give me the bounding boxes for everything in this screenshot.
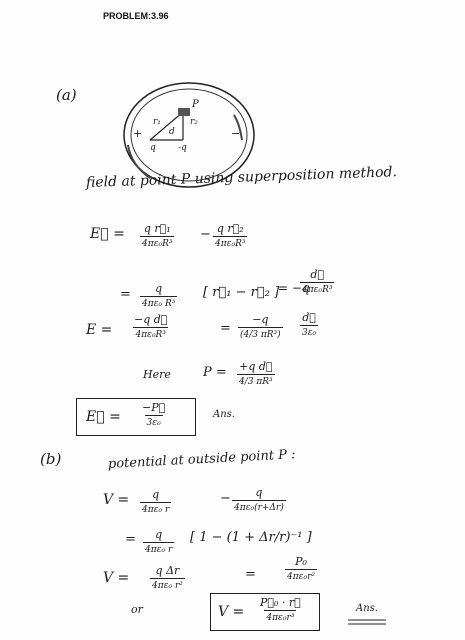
e-term2-den: 4πε₀R³	[213, 236, 247, 249]
l3b-num: −q	[252, 313, 269, 326]
minus-sign: −	[231, 127, 241, 140]
v2-den: 4πε₀(r+Δr)	[232, 500, 286, 513]
problem-title: PROBLEM:3.96	[103, 11, 169, 21]
v1-num: q	[152, 488, 160, 501]
e-vector-lhs: E⃗ =	[90, 226, 125, 242]
l2-num: q	[155, 282, 163, 295]
e-term1-den: 4πε₀R³	[140, 236, 174, 249]
boxed-v-lhs: V =	[218, 604, 245, 620]
p-den: 4/3 πR³	[237, 374, 275, 387]
v-lhs-1: V =	[103, 492, 130, 508]
boxed-e-den: 3ε₀	[145, 415, 163, 428]
plus-sign: +	[133, 127, 143, 140]
minus-sign-2: −	[220, 491, 231, 506]
v3-den: 4πε₀ r	[143, 542, 174, 555]
l3-den: 4πε₀R³	[133, 327, 167, 340]
l3c-num: d⃗	[302, 311, 316, 324]
minus-sign-1: −	[200, 227, 211, 242]
answer-label-b: Ans.	[356, 603, 378, 614]
l2-rhs-num: d⃗	[310, 268, 325, 281]
p-num: +q d⃗	[239, 360, 273, 373]
part-b-heading: potential at outside point P :	[107, 447, 296, 472]
boxed-e-num: −P⃗	[142, 401, 166, 414]
v-lhs-2: V =	[103, 570, 130, 586]
l3b-den: (4/3 πR³)	[238, 327, 283, 340]
v1-den: 4πε₀ r	[140, 502, 171, 515]
v3-bracket: [ 1 − (1 + Δr/r)⁻¹ ]	[190, 530, 312, 545]
l3c-den: 3ε₀	[300, 325, 318, 338]
part-b-label: (b)	[40, 450, 62, 468]
part-a-label: (a)	[56, 86, 77, 104]
l2-rhs-den: 4πε₀R³	[300, 282, 334, 295]
equals-sign-4: =	[245, 567, 256, 582]
v5-num: P₀	[295, 555, 307, 568]
label-q-minus: -q	[178, 143, 187, 153]
here-label: Here	[143, 368, 171, 381]
boxed-v-den: 4πε₀r³	[264, 610, 296, 623]
p-lhs: P =	[203, 365, 227, 380]
label-r1: r₁	[153, 117, 161, 127]
l2-bracket: [ r⃗₁ − r⃗₂ ]	[203, 285, 280, 300]
answer-label-a: Ans.	[213, 409, 235, 420]
l2-den: 4πε₀ R³	[140, 296, 177, 309]
boxed-v-num: P⃗₀ · r⃗	[260, 596, 301, 609]
equals-sign-1: =	[120, 287, 131, 302]
label-d: d	[169, 127, 175, 137]
part-a-heading: field at point P using superposition method.	[85, 164, 398, 191]
e-term2-num: q r⃗₂	[216, 222, 244, 235]
v5-den: 4πε₀r²	[285, 569, 317, 582]
e-term1-num: q r⃗₁	[143, 222, 171, 235]
boxed-e-lhs: E⃗ =	[86, 409, 121, 425]
e-scalar-lhs: E =	[86, 322, 113, 338]
label-q-plus: q	[150, 143, 156, 153]
or-label: or	[131, 603, 143, 616]
label-p: P	[192, 99, 199, 110]
v4-den: 4πε₀ r²	[150, 578, 185, 591]
label-r2: r₂	[190, 117, 198, 127]
v2-num: q	[255, 486, 263, 499]
equals-sign-2: =	[220, 321, 231, 336]
l3-num: −q d⃗	[134, 313, 168, 326]
equals-sign-3: =	[125, 532, 136, 547]
v4-num: q Δr	[155, 564, 180, 577]
l2-rhs-prefix: = −q	[278, 281, 310, 295]
v3-num: q	[155, 528, 163, 541]
